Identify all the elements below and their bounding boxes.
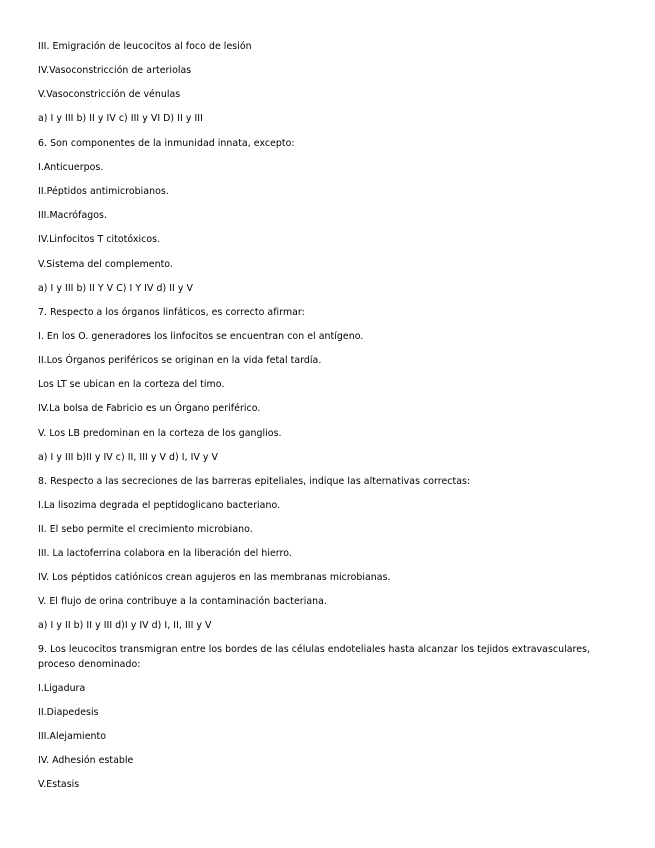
answer-choices-q7: a) I y III b)II y IV c) II, III y V d) I, IV y V: [38, 452, 219, 463]
q6-option-ii: II.Péptidos antimicrobianos.: [38, 186, 169, 197]
q8-option-iv: IV. Los péptidos catiónicos crean agujeros en las membranas microbianas.: [38, 572, 391, 583]
option-iv-vasoconstriccion-arteriolas: IV.Vasoconstricción de arteriolas: [38, 65, 192, 76]
q7-option-v: V. Los LB predominan en la corteza de los ganglios.: [38, 428, 282, 439]
q8-option-v: V. El flujo de orina contribuye a la contaminación bacteriana.: [38, 596, 327, 607]
answer-choices-q6: a) I y III b) II Y V C) I Y IV d) II y V: [38, 283, 193, 294]
q9-option-i: I.Ligadura: [38, 683, 86, 694]
q7-option-iii: Los LT se ubican en la corteza del timo.: [38, 379, 225, 390]
q6-option-i: I.Anticuerpos.: [38, 162, 104, 173]
option-v-vasoconstriccion-venulas: V.Vasoconstricción de vénulas: [38, 89, 181, 100]
q6-option-iii: III.Macrófagos.: [38, 210, 107, 221]
answer-choices-q5: a) I y III b) II y IV c) III y VI D) II y III: [38, 113, 203, 124]
answer-choices-q8: a) I y II b) II y III d)I y IV d) I, II, III y V: [38, 620, 212, 631]
q6-option-v: V.Sistema del complemento.: [38, 259, 173, 270]
q9-option-ii: II.Diapedesis: [38, 707, 99, 718]
q8-option-iii: III. La lactoferrina colabora en la liberación del hierro.: [38, 548, 292, 559]
question-6: 6. Son componentes de la inmunidad innata, excepto:: [38, 138, 295, 149]
question-7: 7. Respecto a los órganos linfáticos, es correcto afirmar:: [38, 307, 305, 318]
q9-option-iv: IV. Adhesión estable: [38, 755, 134, 766]
q7-option-iv: IV.La bolsa de Fabricio es un Órgano periférico.: [38, 403, 261, 414]
q8-option-i: I.La lisozima degrada el peptidoglicano bacteriano.: [38, 500, 281, 511]
q9-option-v: V.Estasis: [38, 779, 80, 790]
q7-option-i: I. En los O. generadores los linfocitos se encuentran con el antígeno.: [38, 331, 364, 342]
q8-option-ii: II. El sebo permite el crecimiento microbiano.: [38, 524, 253, 535]
q9-option-iii: III.Alejamiento: [38, 731, 107, 742]
q7-option-ii: II.Los Órganos periféricos se originan en la vida fetal tardía.: [38, 355, 322, 366]
option-iii-emigracion: III. Emigración de leucocitos al foco de lesión: [38, 41, 252, 52]
question-9: 9. Los leucocitos transmigran entre los bordes de las células endoteliales hasta alcanzar los tejidos extravasculares, proceso denominado:: [38, 644, 591, 670]
q6-option-iv: IV.Linfocitos T citotóxicos.: [38, 234, 161, 245]
question-8: 8. Respecto a las secreciones de las barreras epiteliales, indique las alternativas correctas:: [38, 476, 471, 487]
